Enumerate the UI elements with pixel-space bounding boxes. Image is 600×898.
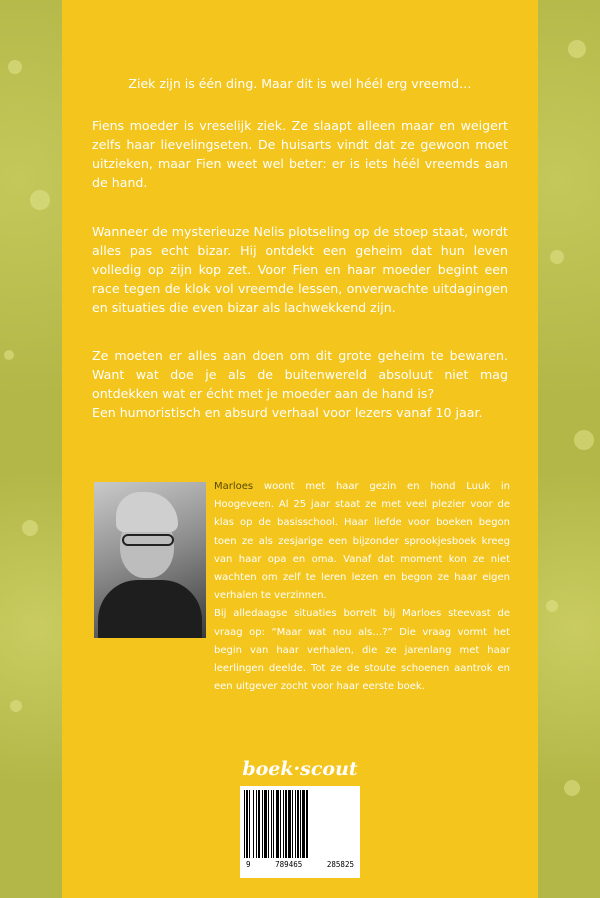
barcode-bars xyxy=(244,790,356,858)
bokeh-dot xyxy=(8,60,22,74)
back-cover xyxy=(62,0,538,898)
blurb-paragraph-2 xyxy=(92,222,508,317)
bokeh-dot xyxy=(546,600,558,612)
bokeh-dot xyxy=(574,430,594,450)
barcode-number: 9 789465 285825 xyxy=(246,860,354,869)
publisher-logo: boek·scout xyxy=(242,758,358,780)
bokeh-dot xyxy=(564,780,580,796)
bokeh-dot xyxy=(30,190,50,210)
left-side-panel xyxy=(0,0,62,898)
blurb-text: Wanneer de mysterieuze Nelis plotseling op de stoep staat, wordt alles pas echt bizar. Hij ontdekt een geheim dat hun leven volledig op zijn kop zet. Voor Fien en haar moeder begint een race tegen de klok vol vreemde lessen, onverwachte uitdagingen en situaties die even bizar als lachwekkend zijn. xyxy=(92,224,508,315)
blurb-paragraph-1 xyxy=(92,116,508,192)
author-bio xyxy=(214,478,510,696)
right-side-panel xyxy=(538,0,600,898)
isbn-barcode xyxy=(240,786,360,878)
author-photo xyxy=(94,482,206,638)
blurb-text: Ze moeten er alles aan doen om dit grote geheim te bewaren. Want wat doe je als de buitenwereld absoluut niet mag ontdekken wat er écht met je moeder aan de hand is? xyxy=(92,348,508,401)
author-name: Marloes xyxy=(214,481,254,492)
blurb-audience: Een humoristisch en absurd verhaal voor lezers vanaf 10 jaar. xyxy=(92,405,483,420)
bokeh-dot xyxy=(10,700,22,712)
bokeh-dot xyxy=(22,520,38,536)
bokeh-dot xyxy=(4,350,14,360)
tagline: Ziek zijn is één ding. Maar dit is wel héél erg vreemd… xyxy=(128,76,472,91)
blurb-paragraph-3 xyxy=(92,346,508,422)
barcode-bar xyxy=(308,790,309,858)
bio-text-2: Bij alledaagse situaties borrelt bij Marloes steevast de vraag op: “Maar wat nou als…?” Die vraag vormt het begin van haar verhalen, die ze jarenlang met haar leerlingen deelde. Tot ze de stoute schoenen aantrok en een uitgever zocht voor haar eerste boek. xyxy=(214,608,510,693)
bio-text-1: woont met haar gezin en hond Luuk in Hoogeveen. Al 25 jaar staat ze met veel plezier voor de klas op de basisschool. Haar liefde voor boeken begon toen ze als zesjarige een bijzonder sprookjesboek kreeg van haar opa en oma. Vanaf dat moment kon ze niet wachten om zelf te leren lezen en begon ze haar eigen verhalen te verzinnen. xyxy=(214,481,510,602)
bokeh-dot xyxy=(568,40,586,58)
bokeh-dot xyxy=(550,250,564,264)
blurb-text: Fiens moeder is vreselijk ziek. Ze slaapt alleen maar en weigert zelfs haar lievelingseten. De huisarts vindt dat ze gewoon moet uitzieken, maar Fien weet wel beter: er is iets héél vreemds aan de hand. xyxy=(92,118,508,190)
